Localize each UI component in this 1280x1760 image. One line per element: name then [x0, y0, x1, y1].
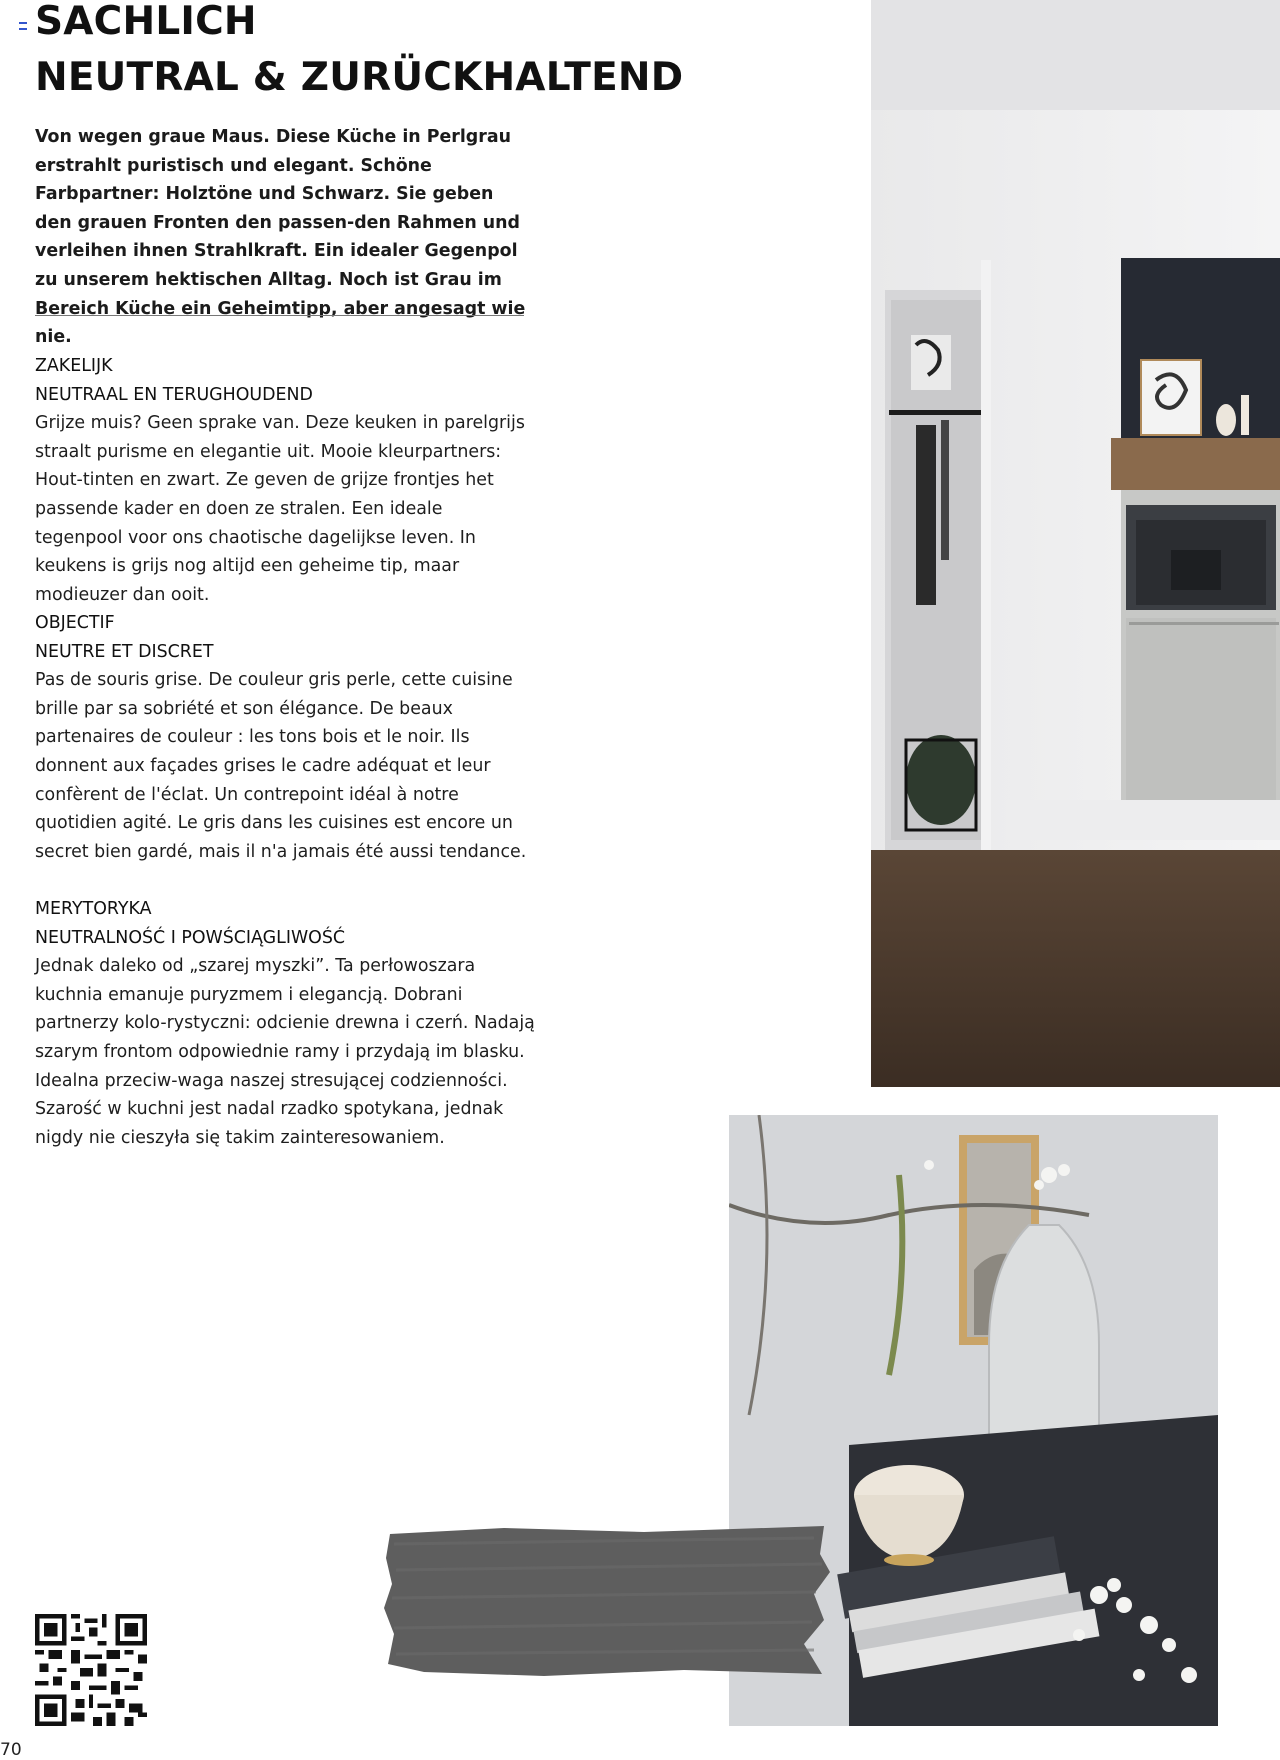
- section-body: Grijze muis? Geen sprake van. Deze keuken in parelgrijs straalt purisme en elegantie uit. Mooie kleurpartners: Hout-tinten en zwart. Ze geven de grijze frontjes het passende kader en doen ze stralen. Een ideale tegenpool voor ons chaotische dagelijkse leven. In keukens is grijs nog altijd een geheime tip, maar modieuzer dan ooit.: [35, 413, 525, 605]
- section-dutch: [35, 352, 535, 609]
- page-title: [35, 0, 683, 106]
- section-polish: [35, 895, 535, 1152]
- intro-paragraph: Von wegen graue Maus. Diese Küche in Perlgrau erstrahlt puristisch und elegant. Schöne Farbpartner: Holztöne und Schwarz. Sie geben den grauen Fronten den passen-den Rahmen und verleihen ihnen Strahlkraft. Ein idealer Gegenpol zu unserem hektischen Alltag. Noch ist Grau im Bereich Küche ein Geheimtipp, aber angesagt wie nie.: [35, 127, 526, 348]
- section-heading: NEUTRAAL EN TERUGHOUDEND: [35, 384, 313, 405]
- section-body: Pas de souris grise. De couleur gris perle, cette cuisine brille par sa sobriété et son élégance. De beaux partenaires de couleur : les tons bois et le noir. Ils donnent aux façades grises le cadre adéquat et leur confèrent de l'éclat. Un contrepoint idéal à notre quotidien agité. Le gris dans les cuisines est encore un secret bien gardé, mais il n'a jamais été aussi tendance.: [35, 670, 527, 862]
- section-body: Jednak daleko od „szarej myszki”. Ta perłowoszara kuchnia emanuje puryzmem i elegancją. Dobrani partnerzy kolo-rystyczni: odcienie drewna i czerń. Nadają szarym frontom odpowiednie ramy i przydają im blasku. Idealna przeciw-waga naszej stresującej codzienności. Szarość w kuchni jest nadal rzadko spotykana, jednak nigdy nie cieszyła się takim zainteresowaniem.: [35, 956, 535, 1148]
- section-heading: NEUTRE ET DISCRET: [35, 641, 214, 662]
- qr-code[interactable]: [35, 1614, 147, 1726]
- section-label: ZAKELIJK: [35, 356, 113, 376]
- divider: [35, 315, 524, 316]
- kitchen-photo: [871, 0, 1280, 1087]
- page-number: 70: [0, 1740, 22, 1760]
- section-french: [35, 609, 535, 866]
- paint-brush-stroke: [384, 1524, 830, 1676]
- blue-marker-icon: [19, 22, 27, 30]
- kitchen-illustration: [871, 0, 1280, 1087]
- section-label: MERYTORYKA: [35, 899, 152, 919]
- title-line-2: NEUTRAL & ZURÜCKHALTEND: [35, 55, 684, 100]
- section-label: OBJECTIF: [35, 613, 115, 633]
- section-heading: NEUTRALNOŚĆ I POWŚCIĄGLIWOŚĆ: [35, 927, 346, 948]
- title-line-1: SACHLICH: [35, 0, 257, 44]
